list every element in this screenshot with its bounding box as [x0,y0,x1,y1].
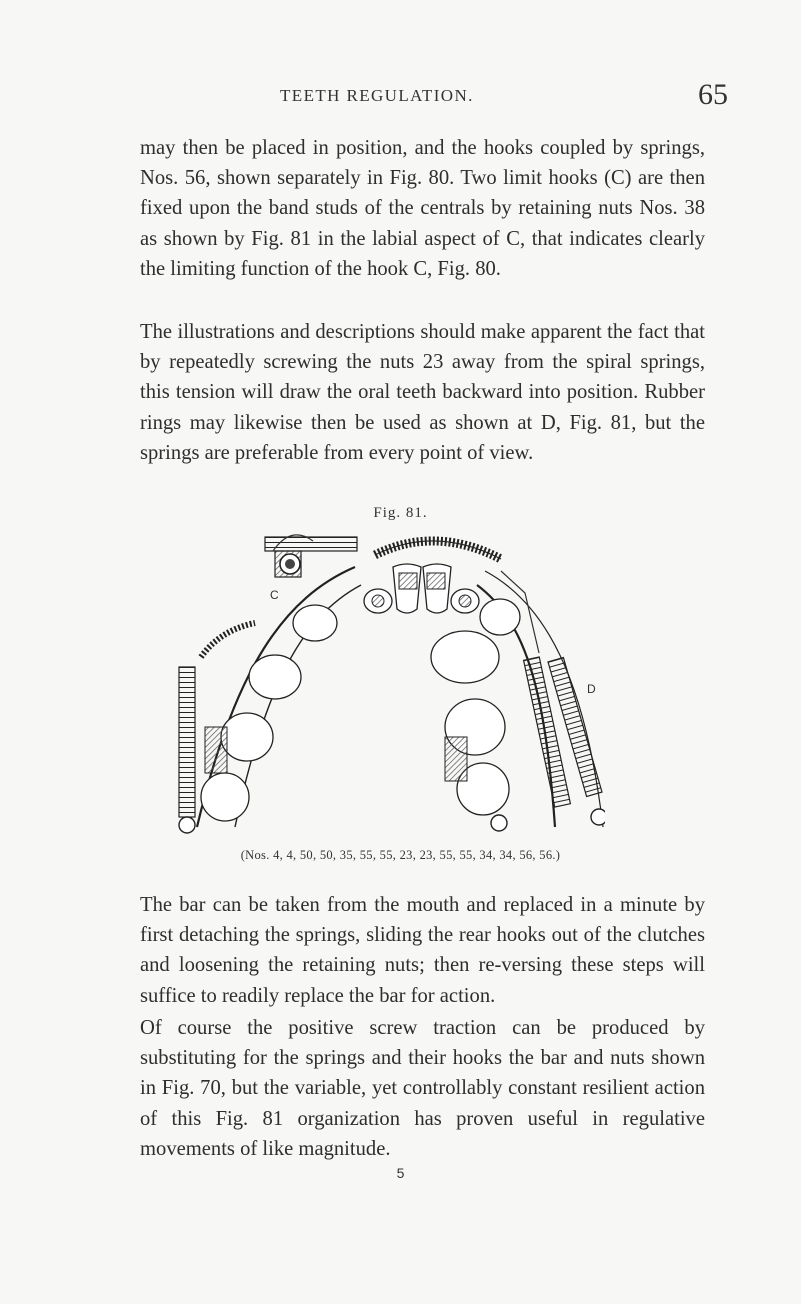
signature-mark: 5 [396,1165,405,1181]
dental-arch-drawing [165,527,605,839]
running-head [0,78,801,116]
paragraph-1: may then be placed in position, and the hooks coupled by springs, Nos. 56, shown separately in Fig. 80. Two limit hooks (C) are then fixed upon the band studs of the centrals by retaining nuts Nos. 38 as shown by Fig. 81 in the labial aspect of C, that indicates clearly the limiting function of the hook C, Fig. 80. [140,137,705,280]
page-number: 65 [698,78,728,111]
paragraph-2: The illustrations and descriptions should make apparent the fact that by repeatedly screwing the nuts 23 away from the spiral springs, this tension will draw the oral teeth backward into position. Rubber rings may likewise then be used as shown at D, Fig. 81, but the springs are preferable from every point of view. [140,321,705,464]
dental-arch-illustration [165,527,605,839]
figure-label-c: C [270,588,279,602]
figure-part-numbers: (Nos. 4, 4, 50, 50, 35, 55, 55, 23, 23, 55, 55, 34, 34, 56, 56.) [240,848,561,862]
figure-caption: Fig. 81. [373,505,428,521]
left-dental-arch [179,567,361,833]
figure-label-d: D [587,682,596,696]
right-screw-bar [375,541,501,559]
left-screw-bar [265,535,357,577]
paragraph-3: The bar can be taken from the mouth and replaced in a minute by first detaching the springs, sliding the rear hooks out of the clutches and loosening the retaining nuts; then re-versing these steps will suffice to readily replace the bar for action. [140,894,705,1007]
running-title: TEETH REGULATION. [280,86,474,105]
paragraph-4: Of course the positive screw traction can be produced by substituting for the springs and their hooks the bar and nuts shown in Fig. 70, but the variable, yet controllably constant resilient action of this Fig. 81 organization has proven useful in regulative movements of like magnitude. [140,1017,705,1160]
central-incisors [364,564,479,613]
